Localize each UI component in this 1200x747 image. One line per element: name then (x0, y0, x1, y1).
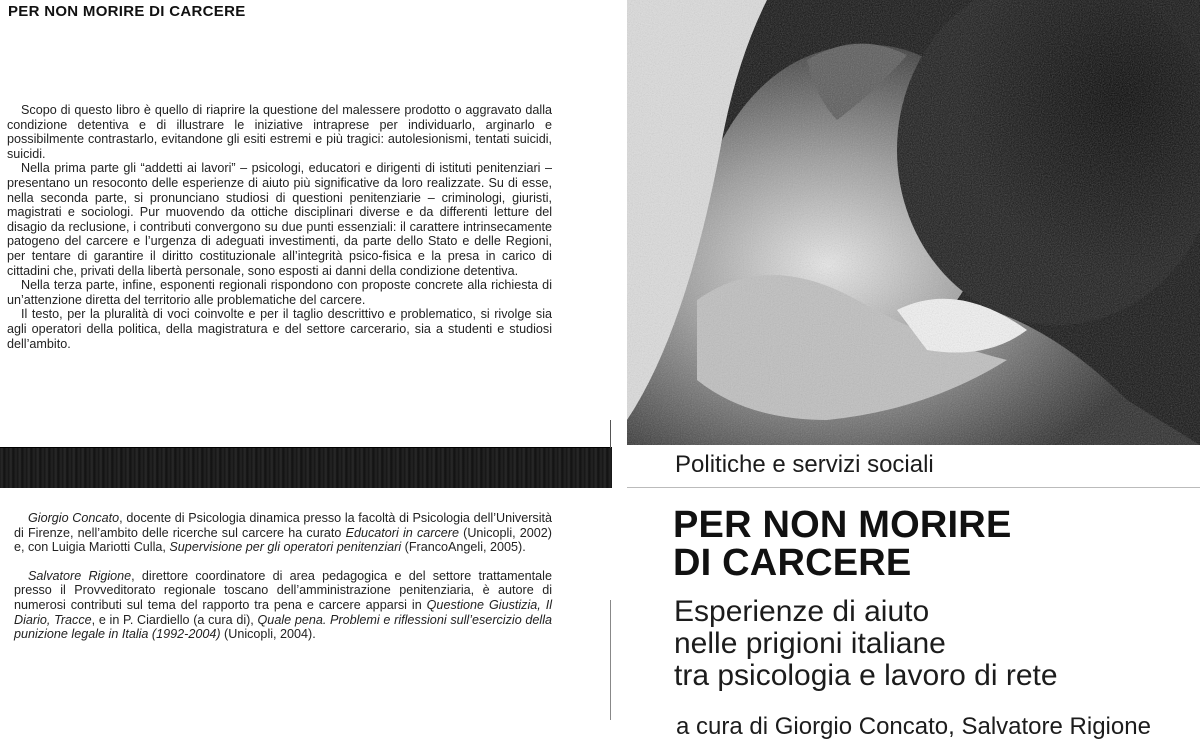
bio-text: (Unicopli, 2004). (220, 627, 316, 642)
subtitle-line: tra psicologia e lavoro di rete (674, 659, 1058, 692)
back-cover-blurb (7, 103, 552, 351)
title-line: DI CARCERE (673, 542, 912, 584)
book-title: Educatori in carcere (345, 525, 459, 540)
blurb-paragraph: Nella terza parte, infine, esponenti regionali rispondono con proposte concrete alla richiesta di un’attenzione diretta del territorio alle problematiche del carcere. (7, 278, 552, 307)
book-title: Supervisione per gli operatori penitenziari (169, 540, 402, 555)
decorative-dark-band (0, 447, 612, 488)
editors-credit: a cura di Giorgio Concato, Salvatore Rigione (676, 713, 1151, 740)
back-cover-title: PER NON MORIRE DI CARCERE (8, 3, 246, 20)
bio-text: (FrancoAngeli, 2005). (401, 540, 526, 555)
spine-fold-line (610, 420, 611, 448)
bio-text: , docente di Psicologia dinamica presso la facoltà di Psicologia dell’Università di Firenze, nell’ambito delle ricerche sul carcere ha curato (14, 511, 552, 540)
blurb-paragraph: Il testo, per la pluralità di voci coinvolte e per il taglio descrittivo e problematico, si rivolge sia agli operatori della politica, della magistratura e del settore carcerario, sia a studenti e studiosi dell’ambito. (7, 307, 552, 351)
series-name: Politiche e servizi sociali (675, 451, 934, 478)
book-title: Quale pena. Problemi e riflessioni sull’esercizio della punizione legale in Italia (1992-2004) (14, 612, 553, 642)
series-divider (627, 487, 1200, 488)
book-subtitle (674, 596, 1058, 692)
subtitle-line: nelle prigioni italiane (674, 627, 946, 660)
title-line: PER NON MORIRE (673, 504, 1012, 546)
bio-text: (Unicopli, 2002) e, con Luigia Mariotti Culla, (14, 525, 553, 555)
cover-photo-graphic (627, 0, 1200, 445)
journal-titles: Questione Giustizia, Il Diario, Tracce (14, 597, 552, 627)
author-name: Salvatore Rigione (28, 568, 132, 583)
book-title (673, 506, 1012, 582)
author-bios (14, 511, 552, 656)
blurb-paragraph: Scopo di questo libro è quello di riaprire la questione del malessere prodotto o aggravato dalla condizione detentiva e di illustrare le iniziative intraprese per individuarlo, arginarlo e possibilmente contrastarlo, evitandone gli esiti estremi e più tragici: autolesionismi, tentati suicidi, suicidi. (7, 103, 552, 161)
spine-fold-line (610, 600, 611, 720)
bio-text: , direttore coordinatore di area pedagogica e del settore trattamentale presso il Provveditorato regionale toscano dell’amministrazione penitenziaria, è autore di numerosi contributi sul tema del rapporto tra pena e carcere apparsi in (14, 568, 552, 612)
subtitle-line: Esperienze di aiuto (674, 595, 930, 628)
author-name: Giorgio Concato (28, 511, 120, 525)
bio-rigione (14, 569, 552, 642)
bio-text: , e in P. Ciardiello (a cura di), (91, 612, 258, 627)
cover-photo (627, 0, 1200, 445)
bio-concato (14, 511, 552, 555)
blurb-paragraph: Nella prima parte gli “addetti ai lavori” – psicologi, educatori e dirigenti di istituti penitenziari – presentano un resoconto delle esperienze di aiuto più significative da loro realizzate. Su di esse, nella seconda parte, si pronunciano studiosi di questioni penitenziarie – criminologi, giuristi, magistrati e sociologi. Pur muovendo da ottiche disciplinari diverse e da differenti letture del disagio da reclusione, i contributi convergono su due punti essenziali: il carattere intrinsecamente patogeno del carcere e l’urgenza di adeguati investimenti, da parte dello Stato e delle Regioni, per tentare di garantire il diritto costituzionale all’integrità psico-fisica e la presa in carico di cittadini che, privati della libertà personale, sono esposti ai danni della condizione detentiva. (7, 161, 552, 278)
